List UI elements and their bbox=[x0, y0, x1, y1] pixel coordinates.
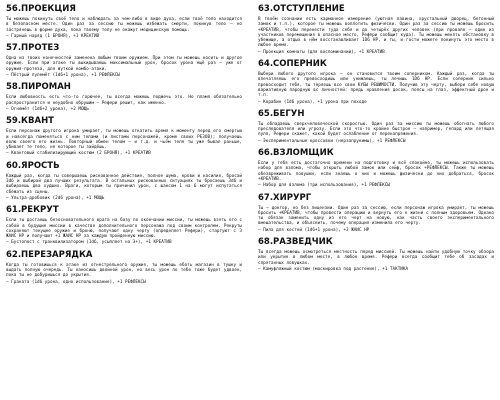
trait-title: 61.РЕКРУТ bbox=[6, 205, 59, 216]
trait-title: 56.ПРОЕКЦИЯ bbox=[6, 4, 76, 14]
trait-section bbox=[258, 109, 494, 144]
trait-title: 68.РАЗВЕДЧИК bbox=[258, 237, 333, 248]
trait-description: Ты всегда можешь осмотреться местность перед миссией. Ты можешь найти удобную точку обзора или укрытие в любом месте, в любое время. Рефери всегда сообщит тебе об засадах и спрятанных ловушках. bbox=[258, 250, 494, 266]
trait-title: 57.ПРОТЕЗ bbox=[6, 43, 60, 54]
trait-equipment: – Экспериментальные кроссовки (нерзапрукимы), +1 РЕФЛЕКСЫ bbox=[258, 138, 406, 144]
trait-description: Выбери любого другого игрока — он становится твоим соперником. Каждый раз, когда ты впечатляешь его превосходишь или унижаешь, ты лечишь 1D6 HP. Если соперник сильно превосходит тебя, ты теряешь все свои КУБЫ РЕШИМОСТИ. Получив эту черту, выбери себе новую вариативную пародную вс личностей: предь нравления досок, поясы на глаз, эффектный дрон и т.п. bbox=[258, 72, 494, 99]
trait-description: Если персонаж другого игрока умирает, ты можешь откатить время к моменту перед его смертью и навсегда поменяться с ним телами (и листами персонажей, кроме своих РЕЗОВ); получаешь волю своего его жизнь. Повторный обмен телом — и т.д. и чьём теле ты уже бывал раньше, убивает те тело, не которое ты зайдёшь. bbox=[6, 129, 242, 151]
trait-title: 64.СОПЕРНИК bbox=[258, 59, 327, 70]
trait-equipment: – Пёстрый пулемёт (1d6+1 урона), +1 РЕФЛЕКСЫ bbox=[6, 73, 120, 79]
trait-description: Одна из твоих конечностей заменена любым твоим оружием. При этом ты можешь носить и другое оружие. Если при атаке ты выкидываешь максимальный урон, бросок урона ещё раз — уже от оружия-протеза, для жуткой комбо-атаки. bbox=[6, 56, 242, 72]
trait-equipment: – Корабин (1d6 урона), +1 урона при походе bbox=[258, 99, 367, 105]
trait-title: 59.КВАНТ bbox=[6, 116, 54, 127]
trait-description: Ты обладаешь сверхчеловеческой скоростью. Один раз за миссию ты можешь обогнать любого преследователя или угрозу. Если это что-то крайне быстрое — например, гепард или летящая пуля, Рефери скажет, какой будет ослабление от перенапряжения. bbox=[258, 121, 494, 138]
trait-description: Если у тебя есть достаточно времени на подготовку и всё спокойно, ты можешь использовать набор для взлома, чтобы открыть любой замок или сейф, бросок +РЕФЛЕКСЫ. Также ты можешь обезвреживать ловушки, если знаешь о них и можешь физически до них добраться, бросок +КРЕАТИВ. bbox=[258, 161, 494, 182]
trait-title: 63.ОТСТУПЛЕНИЕ bbox=[258, 4, 345, 14]
trait-title: 65.БЕГУН bbox=[258, 108, 305, 119]
trait-description: Ты можешь покинуть своё тело и наблюдать за чем-либо в виде духа, если твоё тело находится в безопасном месте. Один раз за сессию ты можешь избежать смерти, покинув тело — но застрянешь в форме духа, пока твоему телу не окажут медицинскую помощь. bbox=[6, 17, 242, 33]
trait-section bbox=[6, 82, 242, 112]
trait-description: В твоём сознании есть карманное измерение (уютная лавина, хрустальный дворец, бетонный замок и т.п.), которое ты можешь воплотить физически. Один раз за сессию ты можешь бросить +КРЕАТИВ, чтобы перенести туда себя и до четырёх других человек (при провале — один из участников перемещения в опасное место, Рефери сообщит куда). Ты можешь менять обстановку в убежище, а отдых в нём восстанавливает 1D6 HP, и ты, и гости можете покинуть это место в любое время. bbox=[258, 17, 494, 49]
trait-section bbox=[6, 4, 242, 39]
trait-section bbox=[6, 250, 242, 285]
trait-equipment: – Гарный наряд (1 БРОНЯ), +1 КРЕАТИВ bbox=[6, 33, 100, 39]
trait-section bbox=[258, 4, 494, 55]
trait-equipment: – Бустопост с транквилизатором (1d6, усыпляет на 3+), +1 КРЕАТИВ bbox=[6, 240, 172, 246]
left-column bbox=[6, 4, 242, 289]
trait-section bbox=[6, 205, 242, 245]
trait-title: 60.ЯРОСТЬ bbox=[6, 160, 60, 171]
trait-section bbox=[258, 59, 494, 105]
trait-equipment: – Квантовый стабилизирующий костюм (2 БРОНЯ), +1 КРЕАТИВ bbox=[6, 151, 151, 157]
trait-equipment: – Проекция комнаты (для воспоминаний), +1 КРЕАТИВ bbox=[258, 49, 385, 55]
trait-section bbox=[258, 148, 494, 188]
trait-section bbox=[6, 161, 242, 201]
trait-equipment: – Пила для костей (1d6+1 урона), +3 ЖАИС HP bbox=[258, 227, 370, 233]
trait-equipment: – Камуфляжный костюм (маскировка под растение), +1 ТАКТИКА bbox=[258, 266, 409, 272]
trait-title: 67.ХИРУРГ bbox=[258, 192, 312, 203]
trait-section bbox=[258, 237, 494, 272]
trait-equipment: – Ультра-дробовик (2d6 урона), +1 МОЩЬ bbox=[6, 195, 105, 201]
trait-title: 62.ПЕРЕЗАРЯДКА bbox=[6, 249, 93, 260]
trait-description: Когда ты готовишься к атаке из огнестрельного оружия, ты можешь ебать магазин в тушку и выдать полную очередь. Ты наносишь двойной урон, но весь урон по тебе тоже будет удвоен, пока ты не добуришься до укрытия. bbox=[6, 262, 242, 279]
trait-description: Каждый раз, когда ты совершаешь рискованное действие, полное шума, крови и насилия, бросай 3d6 и выбирай два лучших результата. В остальных рискованных ситуациях ты бросаешь 3d6 и выбираешь два худших. Враги, которым ты причинил урон, с шансом 1 на 6 могут испугаться сбежать из сцены. bbox=[6, 173, 242, 195]
trait-equipment: – Набор для взлома (три использования), +1 РЕФЛЕКСЫ bbox=[258, 183, 390, 189]
trait-equipment: – Граната (1d6 урона, одно использование), +1 РЕФЛЕКСЫ bbox=[6, 279, 146, 285]
trait-section bbox=[6, 43, 242, 78]
trait-description: Ты — доктор, но без лицензии. Один раз за сессию, если персонаж игрока умирает, ты можешь бросить +КРЕАТИВ, чтобы провести операцию и вернуть его к жизни с полным здоровьем. Однако ты обязан заменить одну из его черт на новую, как часть своего экспериментального вмешательства, и объяснить, почему операция изменила его черту. bbox=[258, 205, 494, 227]
trait-description: Если любовность есть что-то горючее, ты всегда можешь поджечь это. Но пламя обязательно распространится и неудобно обрушим — Рефери решит, как именно. bbox=[6, 95, 242, 106]
trait-section bbox=[6, 116, 242, 156]
trait-description: Если ты достаешь безосновательного врага на базу по окончании миссии, ты можешь взять его с собой в будущие миссии в качестве дополнительного персонажа под своим контролем. Рекруты сохраняют текущее оружие и броню, получают одну черту (определяет Рефери), стартуют с 3 ЖАИС HP и получают +1 ЖАИС HP за каждую пройденную миссию. bbox=[6, 218, 242, 240]
trait-equipment: – Огнемёт (1d6+2 урона), +2 МОЩЬ bbox=[6, 106, 89, 112]
trait-title: 66.ВЗЛОМЩИК bbox=[258, 148, 334, 159]
trait-title: 58.ПИРОМАН bbox=[6, 82, 71, 93]
right-column bbox=[258, 4, 494, 276]
trait-section bbox=[258, 193, 494, 233]
